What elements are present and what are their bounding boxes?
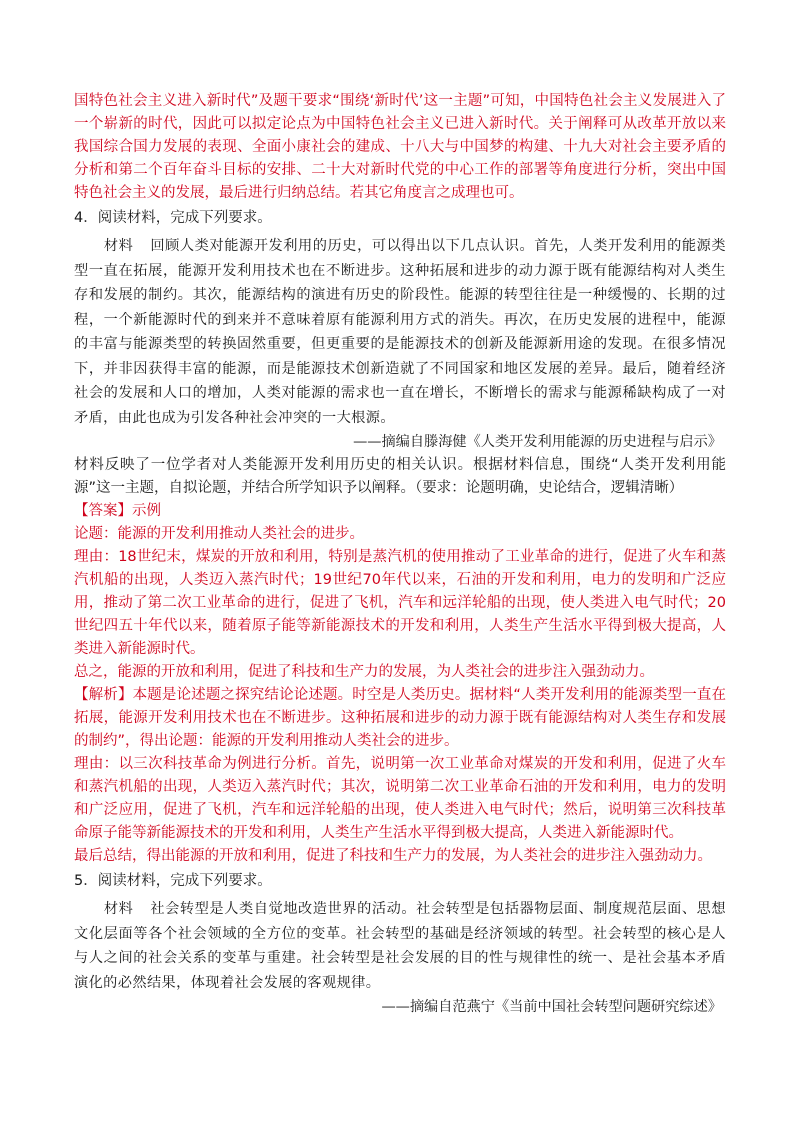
answer-tag: 【答案】: [74, 503, 132, 519]
analysis-tag: 【解析】: [74, 687, 133, 703]
q5-material: [74, 897, 726, 995]
question-4-title: 4．阅读材料，完成下列要求。: [74, 210, 272, 226]
q4-answer-header: [74, 500, 726, 523]
question-5-title: 5．阅读材料，完成下列要求。: [74, 873, 272, 889]
q5-material-source: ——摘编自范燕宁《当前中国社会转型问题研究综述》: [381, 999, 722, 1015]
answer-example: 示例: [132, 503, 161, 519]
q4-analysis-summary: 最后总结，得出能源的开放和利用，促进了科技和生产力的发展，为人类社会的进步注入强劲动力。: [74, 848, 712, 864]
q4-reason: 理由：18世纪末，煤炭的开放和利用，特别是蒸汽机的使用推动了工业革命的进行，促进了火车和蒸汽机船的出现，人类迈入蒸汽时代；19世纪70年代以来，石油的开发和利用，电力的发明和广泛应用，推动了第二次工业革命的进行，促进了飞机，汽车和远洋轮船的出现，使人类进入电气时代；20世纪四五十年代以来，随着原子能等新能源技术的开发和利用，人类生产生活水平得到极大提高，人类进入新能源时代。: [74, 549, 726, 657]
q4-analysis-reason: 理由：以三次科技革命为例进行分析。首先，说明第一次工业革命对煤炭的开发和利用，促进了火车和蒸汽机船的出现，人类迈入蒸汽时代；其次，说明第二次工业革命石油的开发和利用，电力的发明和广泛应用，促进了飞机，汽车和远洋轮船的出现，使人类进入电气时代；然后，说明第三次科技革命原子能等新能源技术的开发和利用，人类生产生活水平得到极大提高，人类进入新能源时代。: [74, 756, 726, 841]
q5-material-text: 社会转型是人类自觉地改造世界的活动。社会转型是包括器物层面、制度规范层面、思想文化层面等各个社会领域的全方位的变革。社会转型的基础是经济领域的转型。社会转型的核心是人与人之间的社会关系的变革与重建。社会转型是社会发展的目的性与规律性的统一、是社会基本矛盾演化的必然结果，体现着社会发展的客观规律。: [74, 901, 726, 991]
q4-thesis: 论题：能源的开发利用推动人类社会的进步。: [74, 526, 364, 542]
analysis-text: 本题是论述题之探究结论论述题。时空是人类历史。据材料“人类开发利用的能源类型一直在拓展，能源开发利用技术也在不断进步。这种拓展和进步的动力源于既有能源结构对人类生存和发展的制约”，得出论题：能源的开发利用推动人类社会的进步。: [74, 687, 726, 749]
q4-material: [74, 234, 726, 430]
q5-material-label: 材料: [103, 901, 134, 917]
q4-material-source: ——摘编自滕海健《人类开发利用能源的历史进程与启示》: [353, 434, 722, 450]
q4-material-label: 材料: [103, 238, 134, 254]
q4-summary: 总之，能源的开放和利用，促进了科技和生产力的发展，为人类社会的进步注入强劲动力。: [74, 664, 654, 680]
q4-material-text: 回顾人类对能源开发利用的历史，可以得出以下几点认识。首先，人类开发利用的能源类型一直在拓展，能源开发利用技术也在不断进步。这种拓展和进步的动力源于既有能源结构对人类生存和发展的制约。其次，能源结构的演进有历史的阶段性。能源的转型往往是一种缓慢的、长期的过程，一个新能源时代的到来并不意味着原有能源利用方式的消失。再次，在历史发展的进程中，能源的丰富与能源类型的转换固然重要，但更重要的是能源技术的创新及能源新用途的发现。在很多情况下，并非因获得丰富的能源，而是能源技术创新造就了不同国家和地区发展的差异。最后，随着经济社会的发展和人口的增加，人类对能源的需求也一直在增长，不断增长的需求与能源稀缺构成了一对矛盾，由此也成为引发各种社会冲突的一大根源。: [74, 238, 726, 426]
q3-analysis-tail: 国特色社会主义进入新时代”及题干要求“围绕‘新时代’这一主题”可知，中国特色社会主义发展进入了一个崭新的时代，因此可以拟定论点为中国特色社会主义已进入新时代。关于阐释可从改革开放以来我国综合国力发展的表现、全面小康社会的建成、十八大与中国梦的构建、十九大对社会主要矛盾的分析和第二个百年奋斗目标的安排、二十大对新时代党的中心工作的部署等角度进行分析，突出中国特色社会主义的发展，最后进行归纳总结。若其它角度言之成理也可。: [74, 93, 726, 201]
q4-analysis: [74, 684, 726, 753]
q4-prompt: 材料反映了一位学者对人类能源开发利用历史的相关认识。根据材料信息，围绕“人类开发利用能源”这一主题，自拟论题，并结合所学知识予以阐释。（要求：论题明确，史论结合，逻辑清晰）: [74, 457, 726, 496]
